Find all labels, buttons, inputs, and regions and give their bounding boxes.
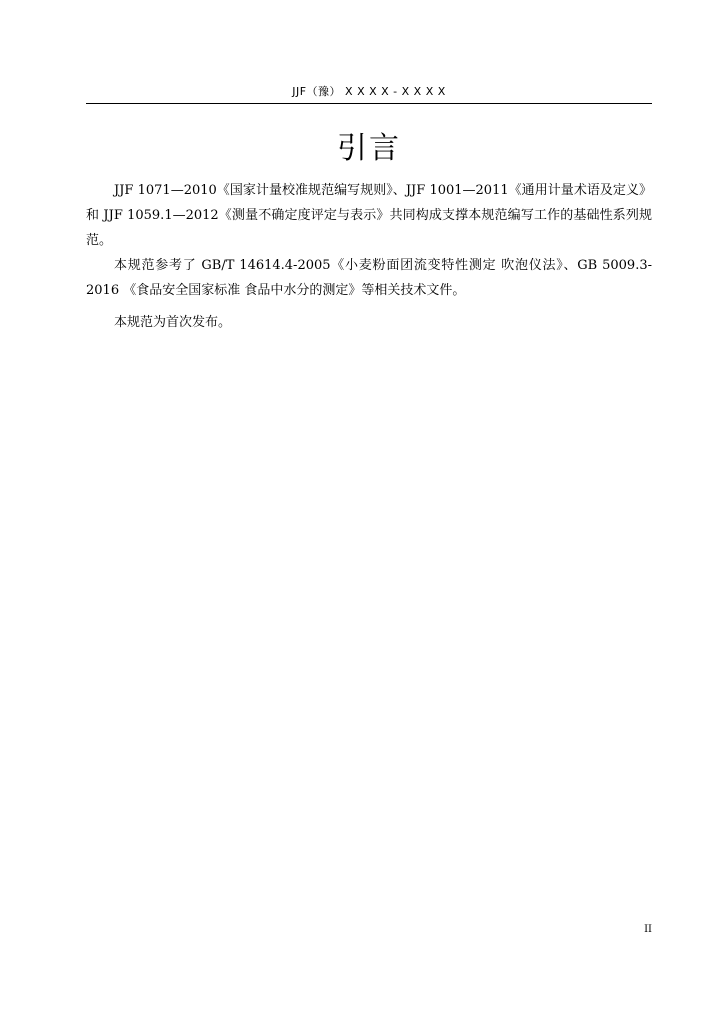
- section-body: [86, 178, 652, 335]
- paragraph-normative-references: JJF 1071—2010《国家计量校准规范编写规则》、JJF 1001—2011《通用计量术语及定义》和 JJF 1059.1—2012《测量不确定度评定与表示》共同构成支撑本规范编写工作的基础性系列规范。: [86, 183, 652, 248]
- section-title: 引言: [337, 131, 401, 166]
- page-number: II: [644, 924, 652, 935]
- running-header: JJF（豫） X X X X - X X X X: [292, 85, 446, 98]
- header-divider: [86, 103, 652, 104]
- paragraph-referenced-documents: 本规范参考了 GB/T 14614.4-2005《小麦粉面团流变特性测定 吹泡仪法》、GB 5009.3-2016 《食品安全国家标准 食品中水分的测定》等相关技术文件。: [86, 258, 652, 298]
- paragraph-first-release: 本规范为首次发布。: [114, 315, 232, 330]
